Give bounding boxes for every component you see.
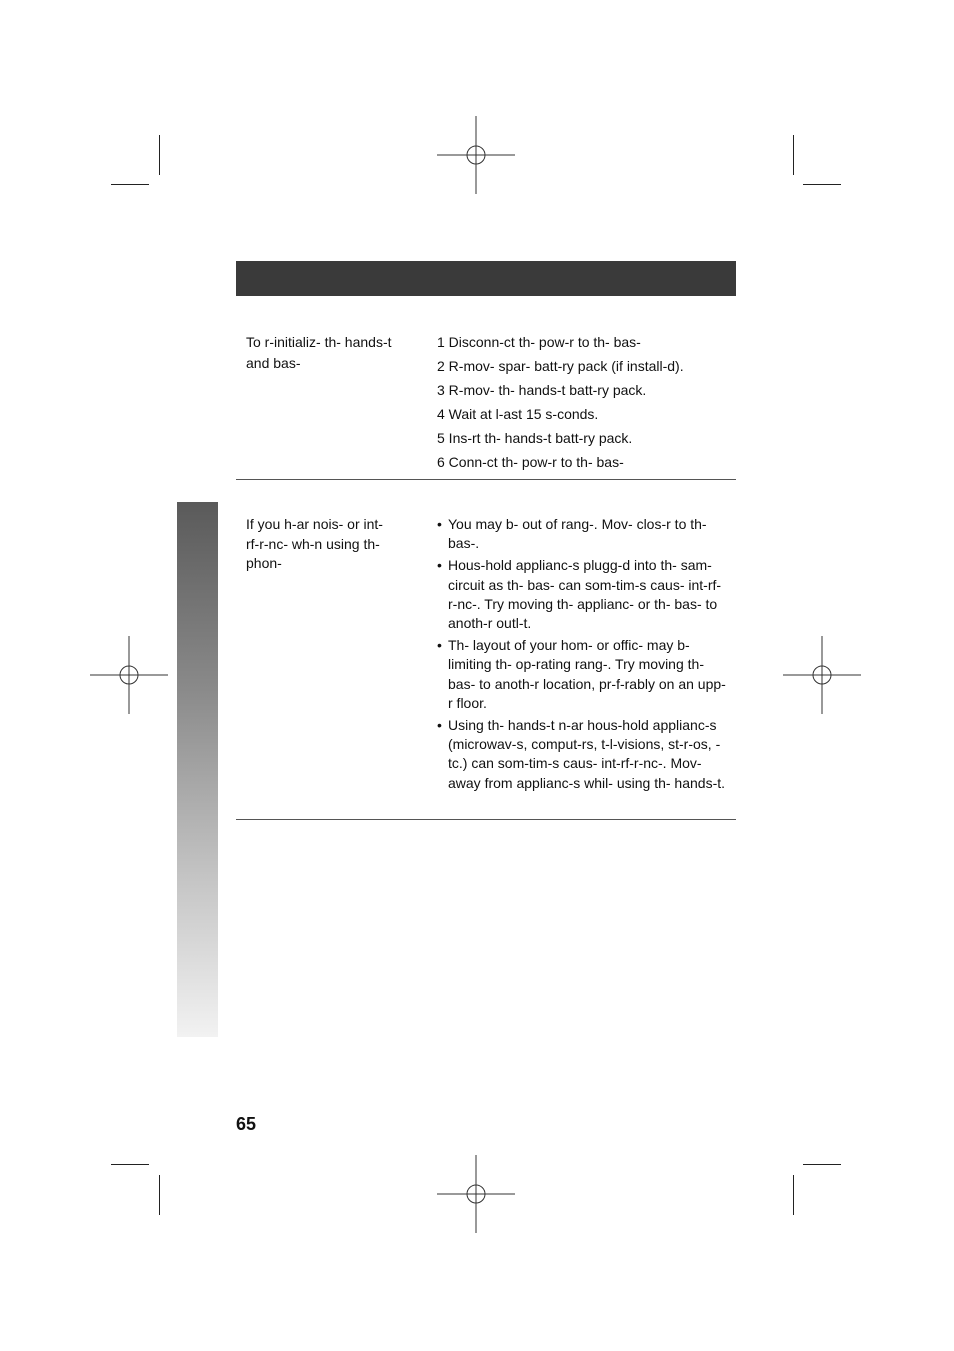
page-number: 65 (236, 1114, 257, 1134)
crop-mark-bottom-right-h (803, 1164, 841, 1165)
step-1: 1 Disconn-ct th- pow-r to th- bas- (437, 334, 641, 350)
registration-mark-top (437, 116, 515, 194)
crop-mark-bottom-left-v (159, 1175, 160, 1215)
solution-bullet-1: • You may b- out of rang-. Mov- clos-r to th- bas-. (437, 515, 730, 553)
problem-reinitialize: To r-initializ- th- hands-t and bas- (246, 334, 392, 371)
solution-bullet-2: • Hous-hold applianc-s plugg-d into th- sam- circuit as th- bas- can som-tim-s caus- int-rf-r-nc-. Try moving th- applianc- or th- bas- to anoth-r outl-t. (437, 556, 730, 633)
crop-mark-top-left-v (159, 135, 160, 175)
solution-bullet-3: • Th- layout of your hom- or offic- may b- limiting th- op-rating rang-. Try moving th- bas- to anoth-r location, pr-f-rably on an upp-r floor. (437, 636, 730, 713)
solutions-list (437, 515, 730, 796)
registration-mark-bottom (437, 1155, 515, 1233)
side-gradient-tab (177, 502, 218, 1037)
step-6: 6 Conn-ct th- pow-r to th- bas- (437, 454, 624, 470)
row-divider-1 (236, 479, 736, 480)
section-header-bar (236, 261, 736, 296)
crop-mark-top-left-h (111, 184, 149, 185)
step-5: 5 Ins-rt th- hands-t batt-ry pack. (437, 430, 633, 446)
solution-bullet-4: • Using th- hands-t n-ar hous-hold applianc-s (microwav-s, comput-rs, t-l-visions, st-r-os, -tc.) can som-tim-s caus- int-rf-r-nc-. Mov- away from applianc-s whil- using th- hands-t. (437, 716, 730, 793)
problem-noise-interference: If you h-ar nois- or int-rf-r-nc- wh-n using th- phon- (246, 516, 383, 571)
step-4: 4 Wait at l-ast 15 s-conds. (437, 406, 599, 422)
crop-mark-top-right-h (803, 184, 841, 185)
registration-mark-left (90, 636, 168, 714)
crop-mark-bottom-right-v (793, 1175, 794, 1215)
step-3: 3 R-mov- th- hands-t batt-ry pack. (437, 382, 647, 398)
step-2: 2 R-mov- spar- batt-ry pack (if install-d). (437, 358, 684, 374)
registration-mark-right (783, 636, 861, 714)
row-divider-2 (236, 819, 736, 820)
crop-mark-bottom-left-h (111, 1164, 149, 1165)
crop-mark-top-right-v (793, 135, 794, 175)
steps-list (437, 333, 737, 477)
